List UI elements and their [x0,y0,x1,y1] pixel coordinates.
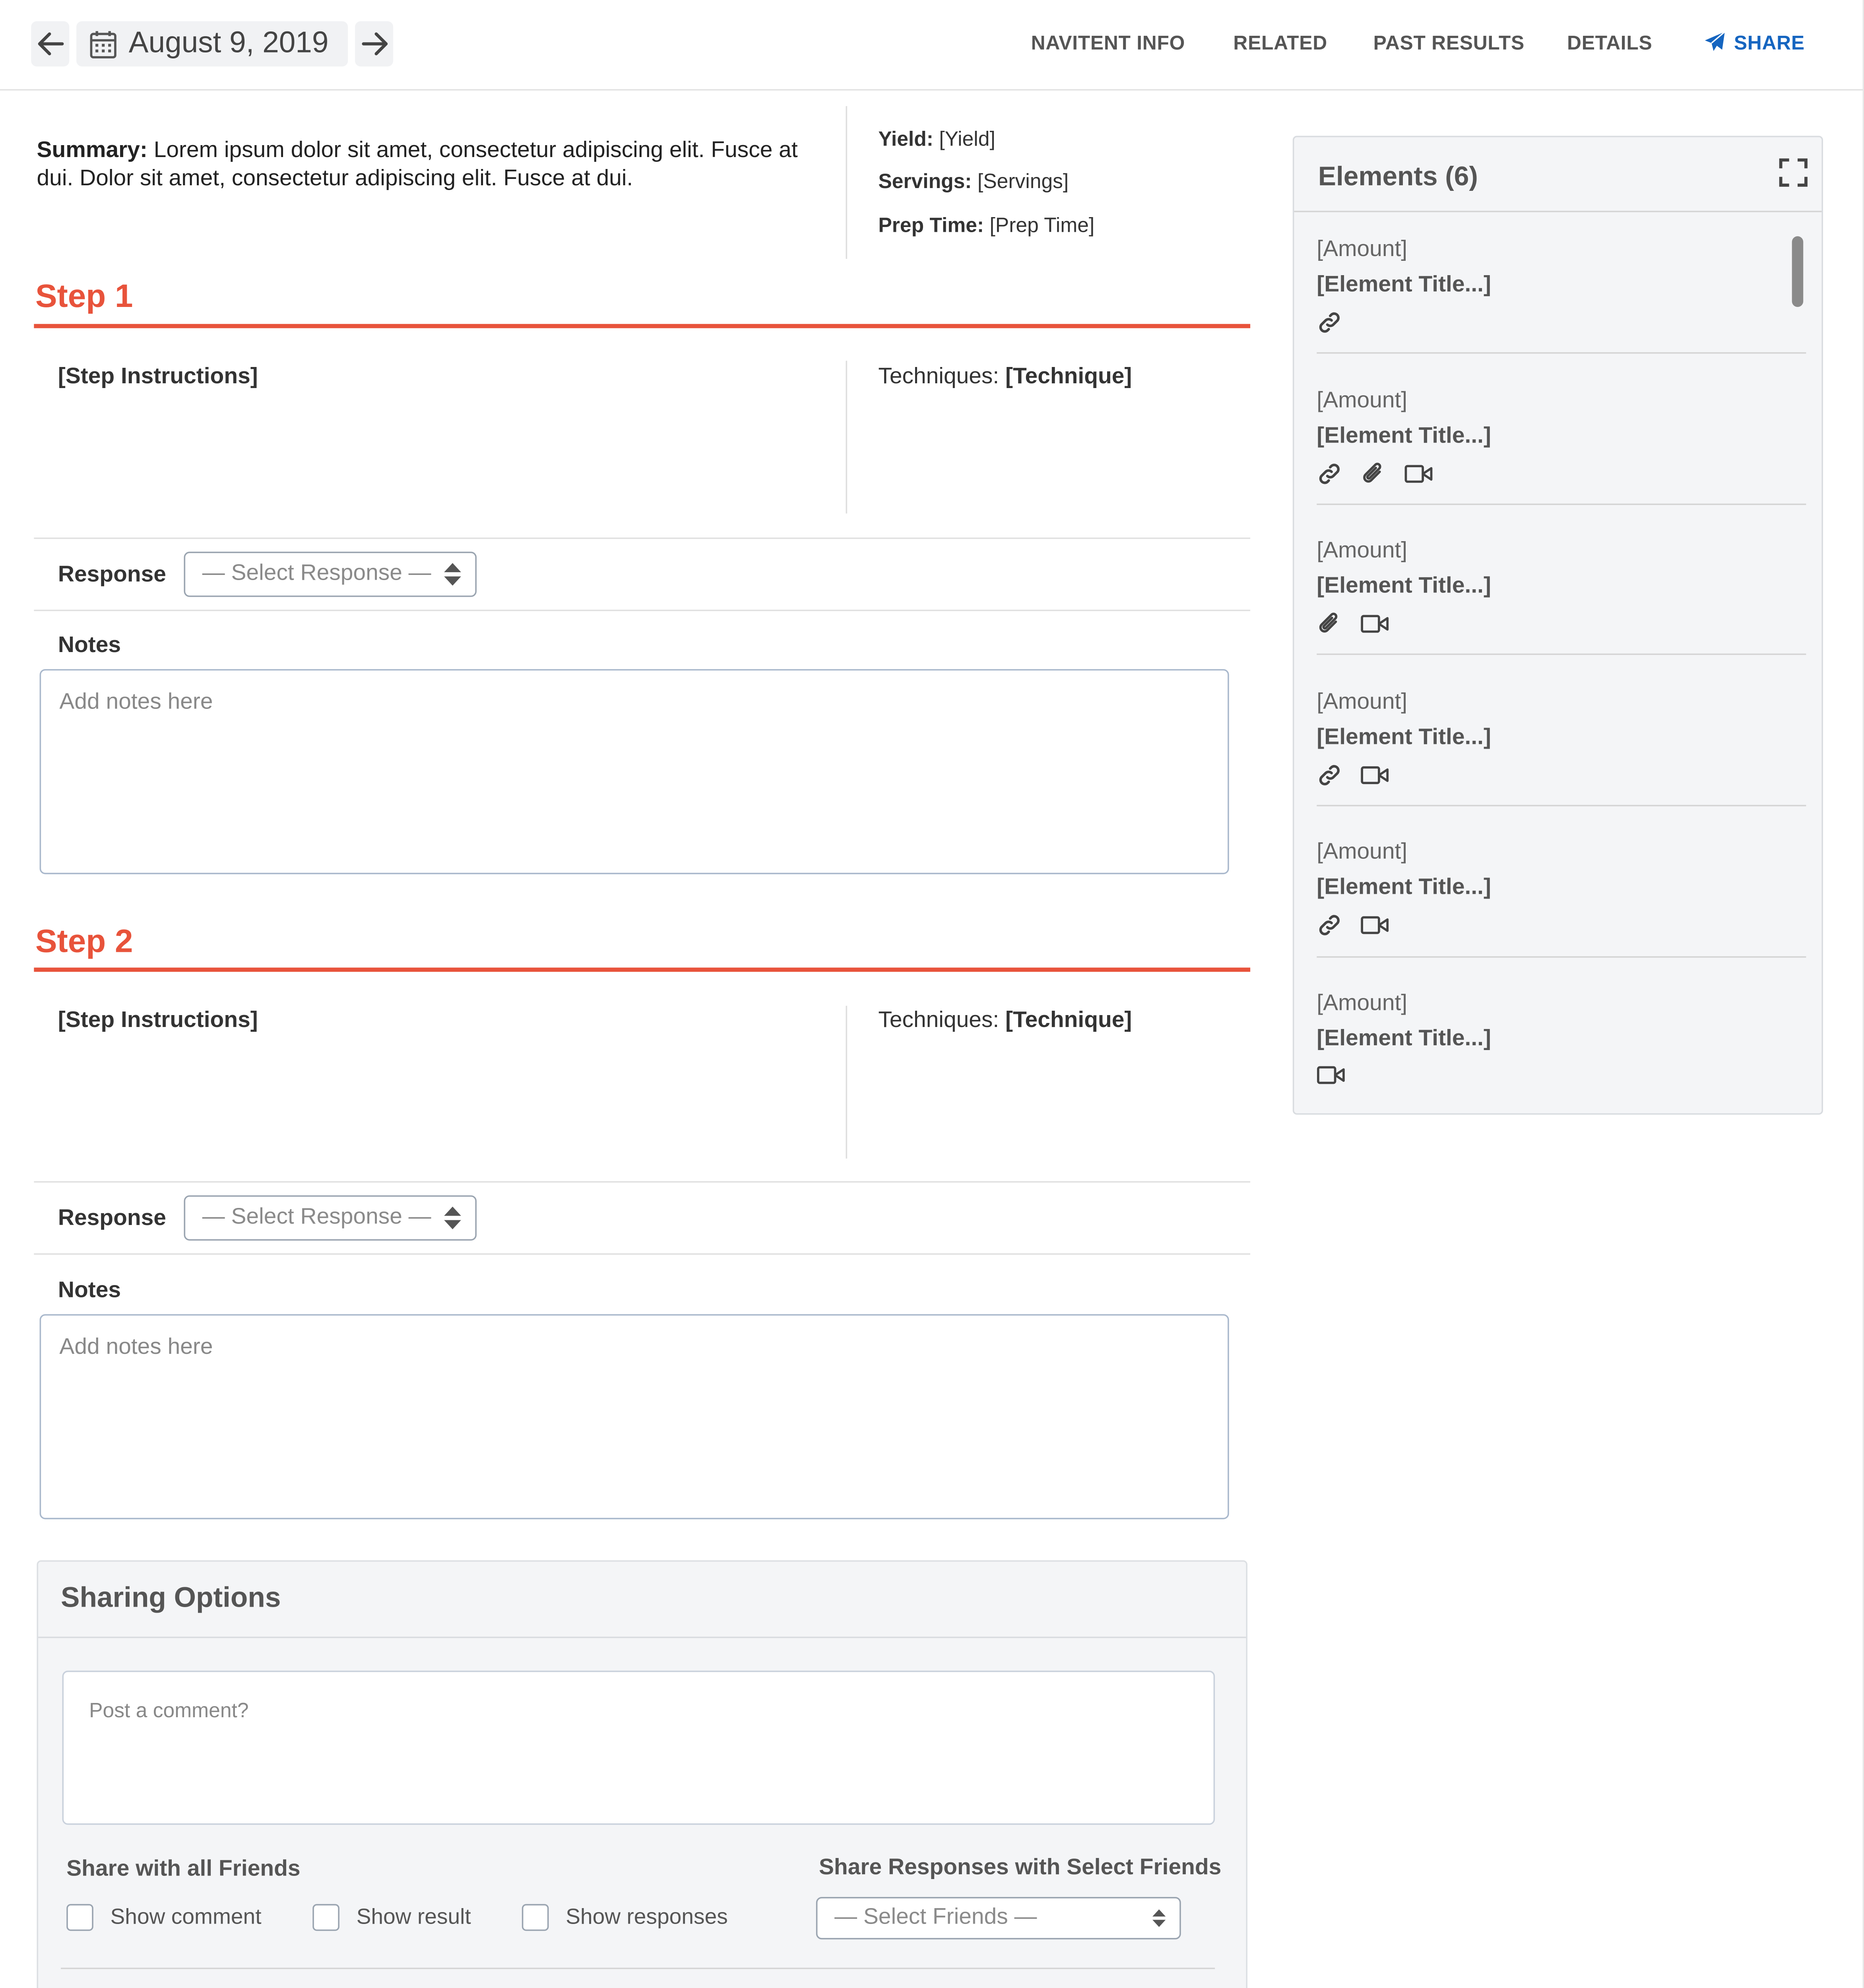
servings-label: Servings: [878,171,972,194]
element-amount: [Amount] [1317,840,1408,864]
step-2-response-bottom-rule [34,1253,1250,1255]
servings-value: [Servings] [977,171,1069,194]
element-separator [1317,654,1806,655]
link-icon[interactable] [1317,912,1342,938]
expand-icon[interactable] [1779,158,1808,186]
prep-time-label: Prep Time: [878,215,984,238]
checkbox[interactable] [312,1904,339,1931]
video-icon[interactable] [1361,614,1389,634]
sort-arrows-icon [443,561,463,587]
step-2-response-placeholder: — Select Response — [202,1205,431,1229]
tab-share-label: SHARE [1734,31,1805,54]
element-amount: [Amount] [1317,539,1408,563]
step-2-instructions: [Step Instructions] [58,1008,258,1033]
friends-show-responses-label: Show responses [566,1905,728,1929]
step-2-rule [34,968,1250,972]
date-picker[interactable] [76,21,348,66]
element-attachments [1317,912,1389,938]
tab-navitent-info[interactable]: NAVITENT INFO [1031,31,1185,54]
step-2-techniques-label: Techniques: [878,1008,999,1033]
sharing-header-rule [38,1637,1246,1638]
friends-show-responses-option[interactable] [522,1904,728,1931]
step-1-divider [846,361,848,513]
video-icon[interactable] [1361,915,1389,935]
element-attachments [1317,763,1389,788]
yield-value: [Yield] [939,128,995,151]
element-separator [1317,805,1806,806]
checkbox[interactable] [522,1904,549,1931]
element-title[interactable]: [Element Title...] [1317,726,1491,750]
select-friends-placeholder: — Select Friends — [834,1905,1037,1930]
element-separator [1317,352,1806,354]
element-amount: [Amount] [1317,690,1408,714]
elements-panel [1293,136,1823,1115]
step-1-response-label: Response [58,563,166,587]
sharing-separator [61,1968,1215,1969]
element-attachments [1317,310,1342,335]
summary-divider [846,106,848,259]
step-1-response-select[interactable] [184,552,477,597]
share-select-friends-label: Share Responses with Select Friends [819,1856,1222,1880]
element-title[interactable]: [Element Title...] [1317,574,1491,598]
element-separator [1317,956,1806,958]
next-day-button[interactable] [355,21,393,66]
sharing-options-title: Sharing Options [60,1583,281,1614]
tab-details[interactable]: DETAILS [1567,31,1653,54]
arrow-right-icon [360,31,388,56]
video-icon[interactable] [1361,765,1389,785]
tab-related[interactable]: RELATED [1233,31,1327,54]
step-2-techniques [878,1009,1132,1034]
step-1-technique-value: [Technique] [1005,365,1132,389]
summary-text: Lorem ipsum dolor sit amet, consectetur adipiscing elit. Fusce at dui. Dolor sit amet, consectetur adipiscing elit. Fusce at dui. [37,138,798,191]
friends-show-comment-option[interactable] [66,1904,261,1931]
yield [878,129,995,151]
elements-panel-title: Elements (6) [1318,163,1478,192]
step-1-response-placeholder: — Select Response — [202,561,431,586]
sort-arrows-icon [1151,1908,1167,1928]
step-1-rule [34,324,1250,328]
sort-arrows-icon [443,1205,463,1231]
step-1-notes-label: Notes [58,633,121,658]
element-amount: [Amount] [1317,237,1408,262]
video-icon[interactable] [1404,464,1433,484]
arrow-left-icon [36,31,64,56]
element-amount: [Amount] [1317,389,1408,413]
comment-field[interactable] [62,1671,1215,1825]
elements-scrollbar[interactable] [1792,236,1803,307]
step-2-response-label: Response [58,1206,166,1231]
step-1-response-bottom-rule [34,610,1250,611]
step-2-notes-field[interactable] [40,1314,1229,1519]
step-1-notes-field[interactable] [40,669,1229,874]
link-icon[interactable] [1317,461,1342,487]
tab-share[interactable] [1704,31,1805,54]
step-1-techniques [878,365,1132,390]
friends-show-comment-label: Show comment [110,1905,262,1929]
page-edge [1863,0,1864,1988]
share-all-friends-label: Share with all Friends [66,1857,301,1881]
friends-show-result-label: Show result [356,1905,471,1929]
paperclip-icon[interactable] [1317,611,1342,637]
tab-past-results[interactable]: PAST RESULTS [1373,31,1525,54]
step-2-notes-label: Notes [58,1279,121,1303]
step-1-title: Step 1 [35,277,133,314]
current-date: August 9, 2019 [128,27,329,60]
sharing-options-panel [37,1560,1247,1988]
step-1-response-top-rule [34,538,1250,539]
paperclip-icon[interactable] [1361,461,1386,487]
step-2-notes-placeholder: Add notes here [59,1335,213,1360]
summary-label: Summary: [37,138,147,163]
step-2-technique-value: [Technique] [1005,1008,1132,1033]
element-title[interactable]: [Element Title...] [1317,424,1491,448]
element-attachments [1317,1065,1345,1085]
step-2-title: Step 2 [35,922,133,959]
step-2-divider [846,1006,848,1159]
element-title[interactable]: [Element Title...] [1317,273,1491,297]
link-icon[interactable] [1317,763,1342,788]
previous-day-button[interactable] [31,21,69,66]
yield-label: Yield: [878,128,933,151]
element-amount: [Amount] [1317,992,1408,1016]
step-1-notes-placeholder: Add notes here [59,690,213,714]
comment-placeholder: Post a comment? [89,1700,249,1723]
element-separator [1317,504,1806,505]
step-1-techniques-label: Techniques: [878,365,999,389]
link-icon[interactable] [1317,310,1342,335]
element-attachments [1317,611,1389,637]
video-icon[interactable] [1317,1065,1345,1085]
elements-panel-header-rule [1294,211,1821,212]
element-attachments [1317,461,1433,487]
prep-time [878,215,1094,238]
prep-time-value: [Prep Time] [989,215,1095,238]
select-friends-dropdown[interactable] [816,1897,1181,1939]
summary [37,137,829,194]
step-2-response-select[interactable] [184,1195,477,1241]
element-title[interactable]: [Element Title...] [1317,876,1491,900]
servings [878,171,1069,194]
element-title[interactable]: [Element Title...] [1317,1027,1491,1051]
checkbox[interactable] [66,1904,93,1931]
send-icon [1704,31,1725,52]
step-1-instructions: [Step Instructions] [58,365,258,389]
calendar-icon [89,29,117,59]
step-2-response-top-rule [34,1181,1250,1183]
friends-show-result-option[interactable] [312,1904,471,1931]
